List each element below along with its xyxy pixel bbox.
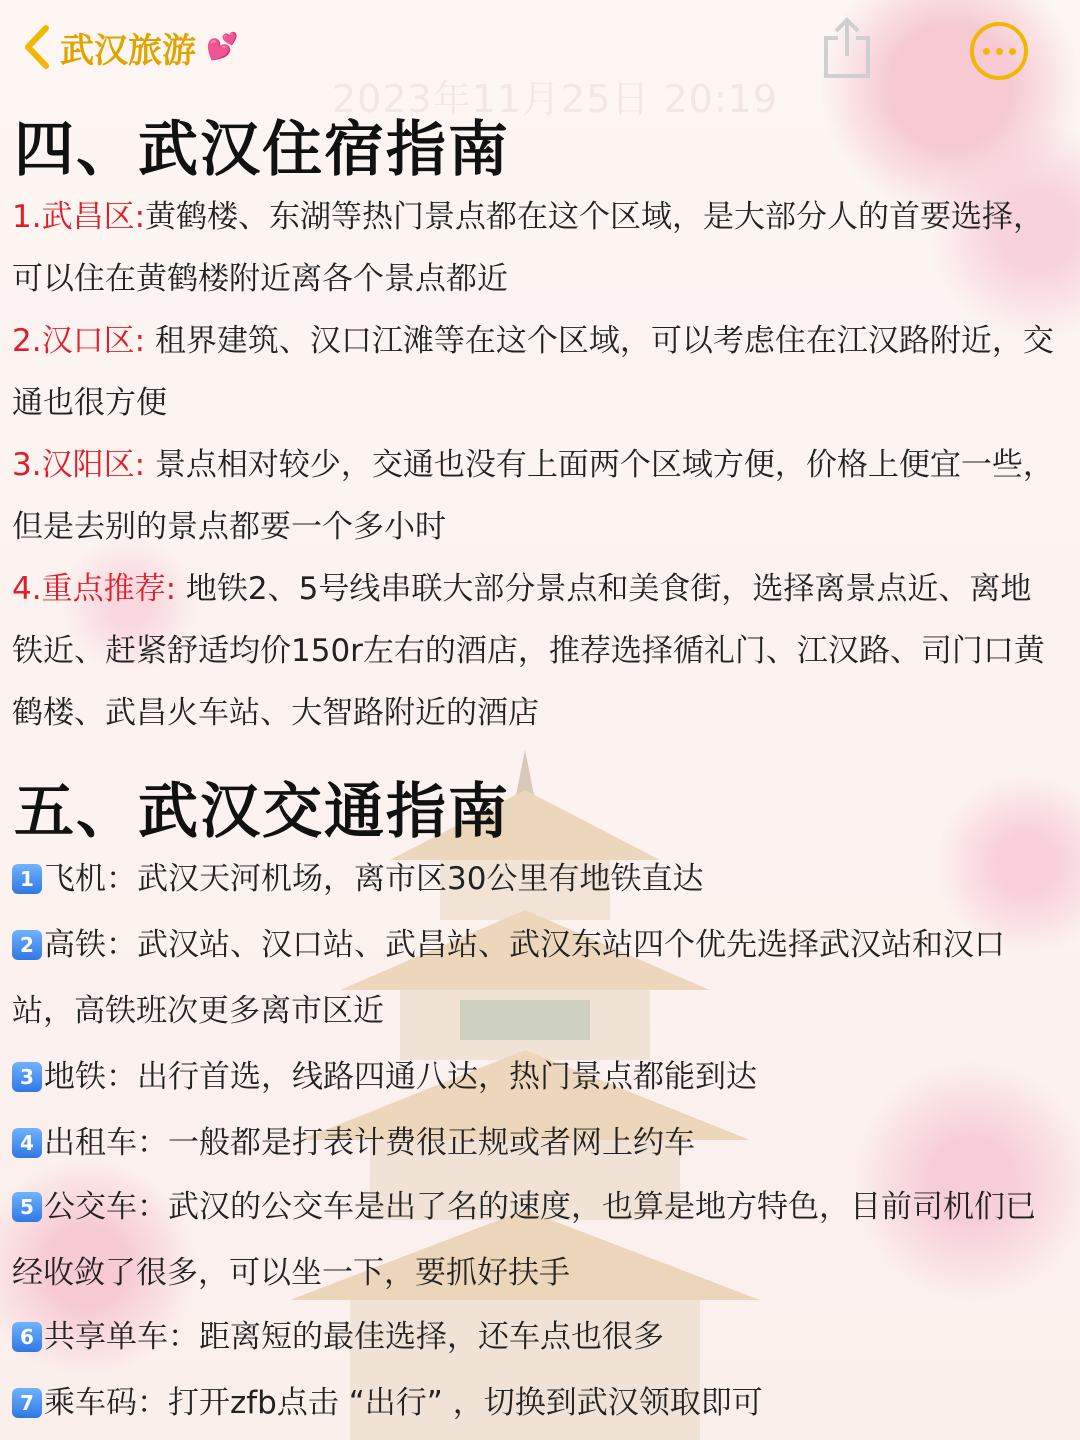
page-title: 武汉旅游: [60, 30, 196, 71]
more-dot-icon: [996, 48, 1003, 55]
share-icon[interactable]: [818, 14, 876, 82]
more-dot-icon: [1009, 48, 1016, 55]
lodging-item-text: 地铁2、5号线串联大部分景点和美食街，选择离景点近、离地铁近、赶紧舒适均价150r左右的酒店，推荐选择循礼门、江汉路、司门口黄鹤楼、武昌火车站、大智路附近的酒店: [12, 571, 1045, 731]
chevron-left-icon: [22, 22, 52, 72]
lodging-item: [12, 558, 1062, 744]
transport-item: [12, 1110, 1062, 1176]
lodging-item-text: 黄鹤楼、东湖等热门景点都在这个区域，是大部分人的首要选择，可以住在黄鹤楼附近离各个景点都近: [12, 199, 1045, 297]
transport-item-text: 出租车：一般都是打表计费很正规或者网上约车: [44, 1125, 695, 1161]
section-heading-lodging: 四、武汉住宿指南: [14, 115, 510, 185]
transport-item-text: 公交车：武汉的公交车是出了名的速度，也算是地方特色，目前司机们已经收敛了很多，可以坐一下，要抓好扶手: [12, 1189, 1036, 1291]
transport-item: [12, 1370, 1062, 1436]
number-badge-icon: 4: [12, 1128, 42, 1158]
back-button[interactable]: [22, 22, 238, 72]
lodging-item-text: 景点相对较少，交通也没有上面两个区域方便，价格上便宜一些，但是去别的景点都要一个多小时: [12, 447, 1054, 545]
number-badge-icon: 6: [12, 1322, 42, 1352]
lodging-item: [12, 310, 1062, 434]
lodging-item-label: 3.汉阳区:: [12, 447, 146, 483]
more-dot-icon: [983, 48, 990, 55]
transport-item: [12, 846, 1062, 912]
more-options-button[interactable]: [970, 22, 1028, 80]
transport-item: [12, 1174, 1062, 1306]
transport-item-text: 乘车码：打开zfb点击 “出行” ，切换到武汉领取即可: [44, 1385, 763, 1421]
transport-item: [12, 1044, 1062, 1110]
top-bar: [0, 0, 1080, 121]
number-badge-icon: 5: [12, 1192, 42, 1222]
lodging-item-label: 4.重点推荐:: [12, 571, 177, 607]
transport-item-text: 地铁：出行首选，线路四通八达，热门景点都能到达: [44, 1059, 757, 1095]
timestamp-watermark: 2023年11月25日 20:19: [332, 77, 779, 121]
lodging-item-text: 租界建筑、汉口江滩等在这个区域，可以考虑住在江汉路附近，交通也很方便: [12, 323, 1054, 421]
transport-item-text: 共享单车：距离短的最佳选择，还车点也很多: [44, 1319, 664, 1355]
transport-item: [12, 1304, 1062, 1370]
transport-item-text: 飞机：武汉天河机场，离市区30公里有地铁直达: [44, 861, 704, 897]
number-badge-icon: 1: [12, 864, 42, 894]
transport-item: [12, 912, 1062, 1044]
heart-emoji: 💕: [206, 32, 239, 62]
number-badge-icon: 7: [12, 1388, 42, 1418]
number-badge-icon: 2: [12, 930, 42, 960]
section-heading-transport: 五、武汉交通指南: [14, 777, 510, 847]
lodging-item-label: 2.汉口区:: [12, 323, 146, 359]
number-badge-icon: 3: [12, 1062, 42, 1092]
lodging-item-label: 1.武昌区:: [12, 199, 146, 235]
transport-item-text: 高铁：武汉站、汉口站、武昌站、武汉东站四个优先选择武汉站和汉口站，高铁班次更多离市区近: [12, 927, 1005, 1029]
lodging-item: [12, 434, 1062, 558]
lodging-item: [12, 186, 1062, 310]
